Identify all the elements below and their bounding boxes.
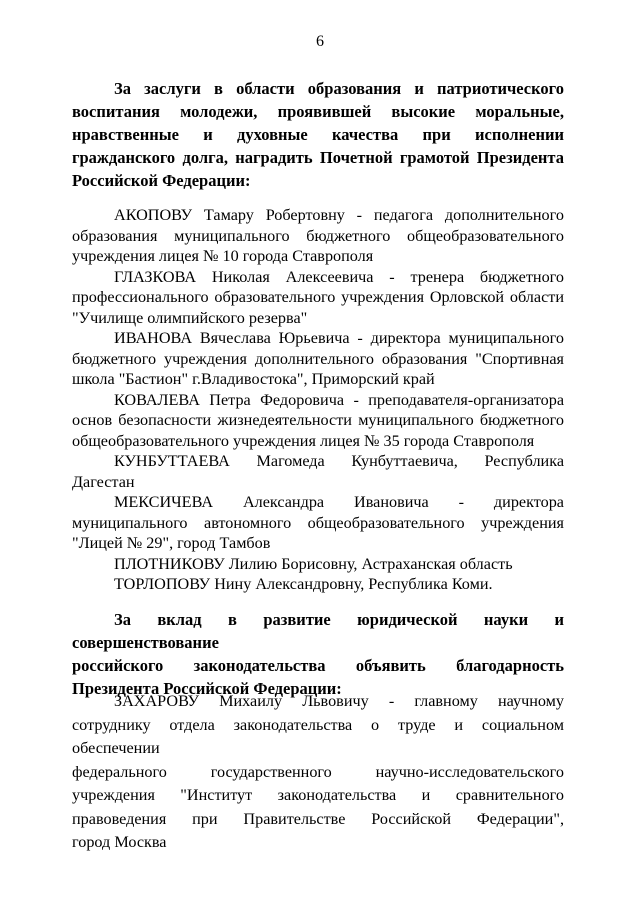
- award-entry: [72, 574, 564, 595]
- entry-line: МЕКСИЧЕВА Александра Ивановича - директора: [114, 493, 564, 511]
- entry-line: ИВАНОВА Вячеслава Юрьевича - директора муниципального: [114, 329, 564, 347]
- entry-line: общеобразовательного учреждения лицея № 35 города Ставрополя: [72, 431, 535, 450]
- award-heading-certificate: [72, 77, 564, 192]
- entry-line: АКОПОВУ Тамару Робертовну - педагога дополнительного: [114, 206, 564, 224]
- award-entry: [72, 690, 564, 855]
- heading-line: воспитания молодежи, проявившей высокие моральные,: [72, 102, 564, 121]
- entry-line: бюджетного учреждения дополнительного образования "Спортивная: [72, 349, 564, 368]
- entry-line: учреждения лицея № 10 города Ставрополя: [72, 247, 374, 265]
- award-list-gratitude: [72, 690, 564, 855]
- award-entry: [72, 390, 564, 452]
- entry-line: ПЛОТНИКОВУ Лилию Борисовну, Астраханская область: [114, 554, 513, 573]
- heading-line: За заслуги в области образования и патриотического: [114, 79, 564, 98]
- entry-line: КОВАЛЕВА Петра Федоровича - преподавателя-организатора: [114, 390, 564, 409]
- entry-line: "Училище олимпийского резерва": [72, 308, 308, 327]
- entry-line: город Москва: [72, 833, 167, 851]
- entry-line: образования муниципального бюджетного общеобразовательного: [72, 226, 564, 245]
- entry-line: ЗАХАРОВУ Михаилу Львовичу - главному научному: [114, 692, 564, 710]
- award-entry: [72, 554, 564, 575]
- award-entry: [72, 451, 564, 492]
- entry-line: КУНБУТТАЕВА Магомеда Кунбуттаевича, Республика: [114, 452, 564, 470]
- entry-line: сотруднику отдела законодательства о труде и социальном обеспечении: [72, 715, 564, 757]
- heading-line: российского законодательства объявить благодарность: [72, 656, 564, 675]
- heading-line: Российской Федерации:: [72, 171, 251, 190]
- heading-line: гражданского долга, наградить Почетной грамотой Президента: [72, 148, 564, 167]
- entry-line: правоведения при Правительстве Российской Федерации",: [72, 809, 564, 828]
- award-entry: [72, 267, 564, 329]
- entry-line: Дагестан: [72, 472, 135, 491]
- entry-line: ТОРЛОПОВУ Нину Александровну, Республика Коми.: [114, 575, 493, 593]
- award-entry: [72, 328, 564, 390]
- heading-line: За вклад в развитие юридической науки и совершенствование: [72, 610, 564, 652]
- award-list-certificate: [72, 205, 564, 595]
- entry-line: учреждения "Институт законодательства и сравнительного: [72, 786, 564, 804]
- entry-line: "Лицей № 29", город Тамбов: [72, 534, 271, 552]
- entry-line: федерального государственного научно-исследовательского: [72, 762, 564, 781]
- award-heading-gratitude: [72, 608, 564, 700]
- award-entry: [72, 205, 564, 267]
- page-number: 6: [316, 33, 324, 50]
- heading-line: нравственные и духовные качества при исполнении: [72, 125, 564, 144]
- entry-line: муниципального автономного общеобразовательного учреждения: [72, 513, 564, 532]
- award-entry: [72, 492, 564, 554]
- entry-line: школа "Бастион" г.Владивостока", Приморский край: [72, 370, 435, 388]
- entry-line: основ безопасности жизнедеятельности муниципального бюджетного: [72, 411, 564, 429]
- heading-line: Президента Российской Федерации:: [72, 679, 342, 698]
- entry-line: ГЛАЗКОВА Николая Алексеевича - тренера бюджетного: [114, 267, 564, 286]
- entry-line: профессионального образовательного учреждения Орловской области: [72, 288, 564, 306]
